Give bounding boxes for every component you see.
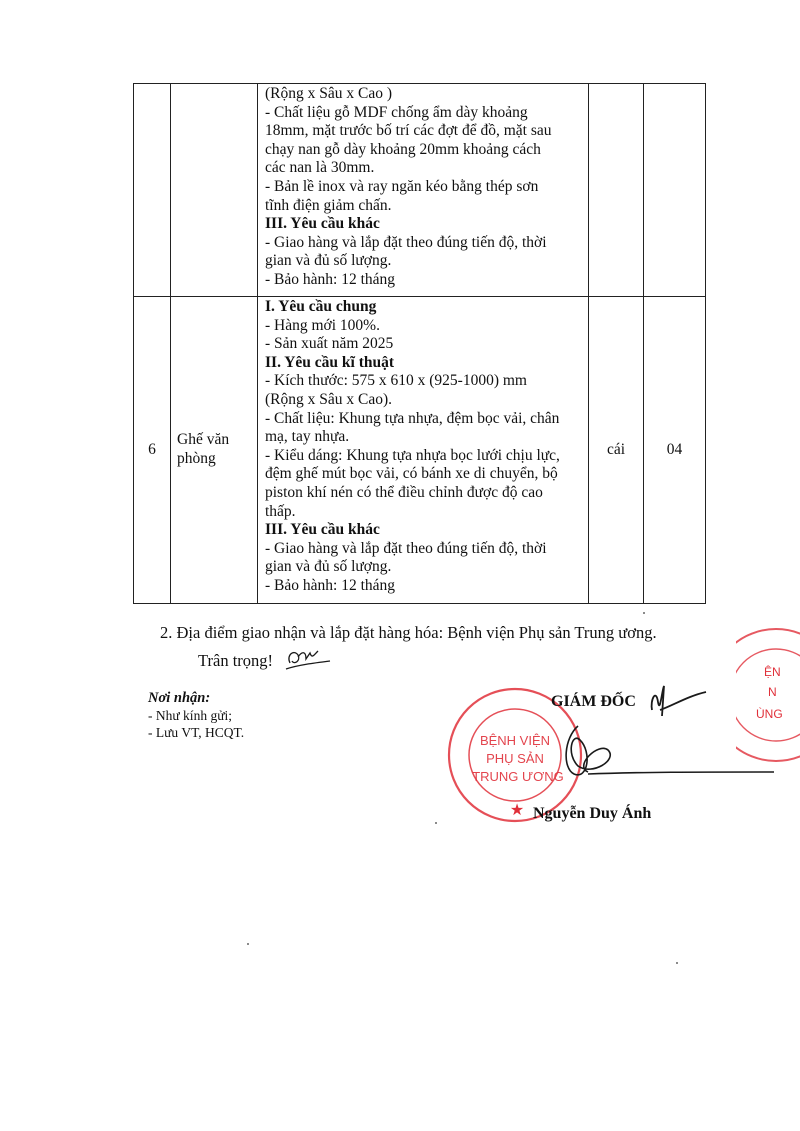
spec-line: 18mm, mặt trước bố trí các đợt để đồ, mặt sau: [265, 122, 552, 140]
spec-line: các nan là 30mm.: [265, 159, 375, 177]
quantity-cell: 04: [644, 297, 706, 604]
scan-speck: [247, 943, 249, 945]
spec-line: piston khí nén có thể điều chỉnh được độ cao: [265, 483, 543, 501]
spec-heading: III. Yêu cầu khác: [265, 215, 380, 233]
scan-speck: [676, 962, 678, 964]
partial-seal-stamp: [736, 620, 800, 770]
spec-line: gian và đủ số lượng.: [265, 558, 392, 576]
table-row: [134, 84, 706, 297]
item-name-line: phòng: [177, 450, 216, 467]
recipients-title: Nơi nhận:: [148, 690, 211, 706]
unit-cell: cái: [589, 297, 644, 604]
spec-line: - Kiểu dáng: Khung tựa nhựa bọc lưới chịu lực,: [265, 446, 560, 464]
partial-stamp-line-1: ỆN: [764, 665, 781, 679]
spec-line: - Sản xuất năm 2025: [265, 335, 394, 353]
signer-name: Nguyễn Duy Ánh: [533, 805, 652, 822]
spec-line: - Kích thước: 575 x 610 x (925-1000) mm: [265, 372, 527, 390]
spec-line: - Bảo hành: 12 tháng: [265, 576, 396, 594]
director-title: GIÁM ĐỐC: [551, 693, 636, 710]
recipient-item: - Lưu VT, HCQT.: [148, 725, 245, 740]
specification-table: [133, 83, 706, 604]
stamp-line-1: BỆNH VIỆN: [479, 733, 551, 748]
partial-stamp-line-3: ÙNG: [756, 707, 783, 721]
scan-speck: [643, 612, 645, 614]
specification-cell: [258, 84, 589, 297]
item-name-line: Ghế văn: [177, 431, 230, 449]
spec-heading: I. Yêu cầu chung: [265, 298, 377, 315]
row-number-cell: [134, 84, 171, 297]
unit-cell: [589, 84, 644, 297]
spec-line: - Hàng mới 100%.: [265, 316, 380, 334]
specification-cell: [258, 297, 589, 604]
spec-line: - Giao hàng và lắp đặt theo đúng tiến độ, thời: [265, 233, 547, 251]
item-name-cell: [171, 297, 258, 604]
stamp-line-2: PHỤ SẢN: [486, 751, 544, 766]
star-icon: ★: [509, 802, 525, 819]
initial-signature-mark: [284, 645, 334, 673]
spec-line: tĩnh điện giảm chấn.: [265, 196, 392, 214]
delivery-location-text: 2. Địa điểm giao nhận và lắp đặt hàng hóa: Bệnh viện Phụ sản Trung ương.: [160, 623, 657, 642]
spec-line: - Giao hàng và lắp đặt theo đúng tiến độ, thời: [265, 539, 547, 557]
spec-line: gian và đủ số lượng.: [265, 252, 392, 270]
spec-line: - Chất liệu: Khung tựa nhựa, đệm bọc vải, chân: [265, 409, 560, 427]
spec-heading: III. Yêu cầu khác: [265, 521, 380, 539]
spec-line: đệm ghế mút bọc vải, có bánh xe di chuyển, bộ: [265, 465, 558, 483]
spec-line: - Chất liệu gỗ MDF chống ẩm dày khoảng: [265, 103, 528, 121]
stamp-line-3: TRUNG ƯƠNG: [472, 769, 564, 784]
spec-line: - Bảo hành: 12 tháng: [265, 270, 396, 288]
spec-heading: II. Yêu cầu kĩ thuật: [265, 353, 395, 371]
table-row: [134, 297, 706, 604]
regards-label: Trân trọng!: [198, 651, 274, 670]
spec-line: thấp.: [265, 502, 296, 520]
scan-speck: [435, 822, 437, 824]
row-number-cell: 6: [134, 297, 171, 604]
recipients-block: [148, 690, 244, 741]
partial-stamp-line-2: N: [768, 685, 777, 699]
spec-line: chạy nan gỗ dày khoảng 20mm khoảng cách: [265, 140, 541, 158]
spec-line: (Rộng x Sâu x Cao).: [265, 390, 393, 408]
spec-line: mạ, tay nhựa.: [265, 428, 350, 446]
item-name-cell: [171, 84, 258, 297]
quantity-cell: [644, 84, 706, 297]
recipient-item: - Như kính gửi;: [148, 708, 233, 723]
spec-line: - Bản lề inox và ray ngăn kéo bằng thép sơn: [265, 177, 539, 195]
spec-line: (Rộng x Sâu x Cao ): [265, 85, 393, 102]
regards-text: [198, 651, 273, 671]
